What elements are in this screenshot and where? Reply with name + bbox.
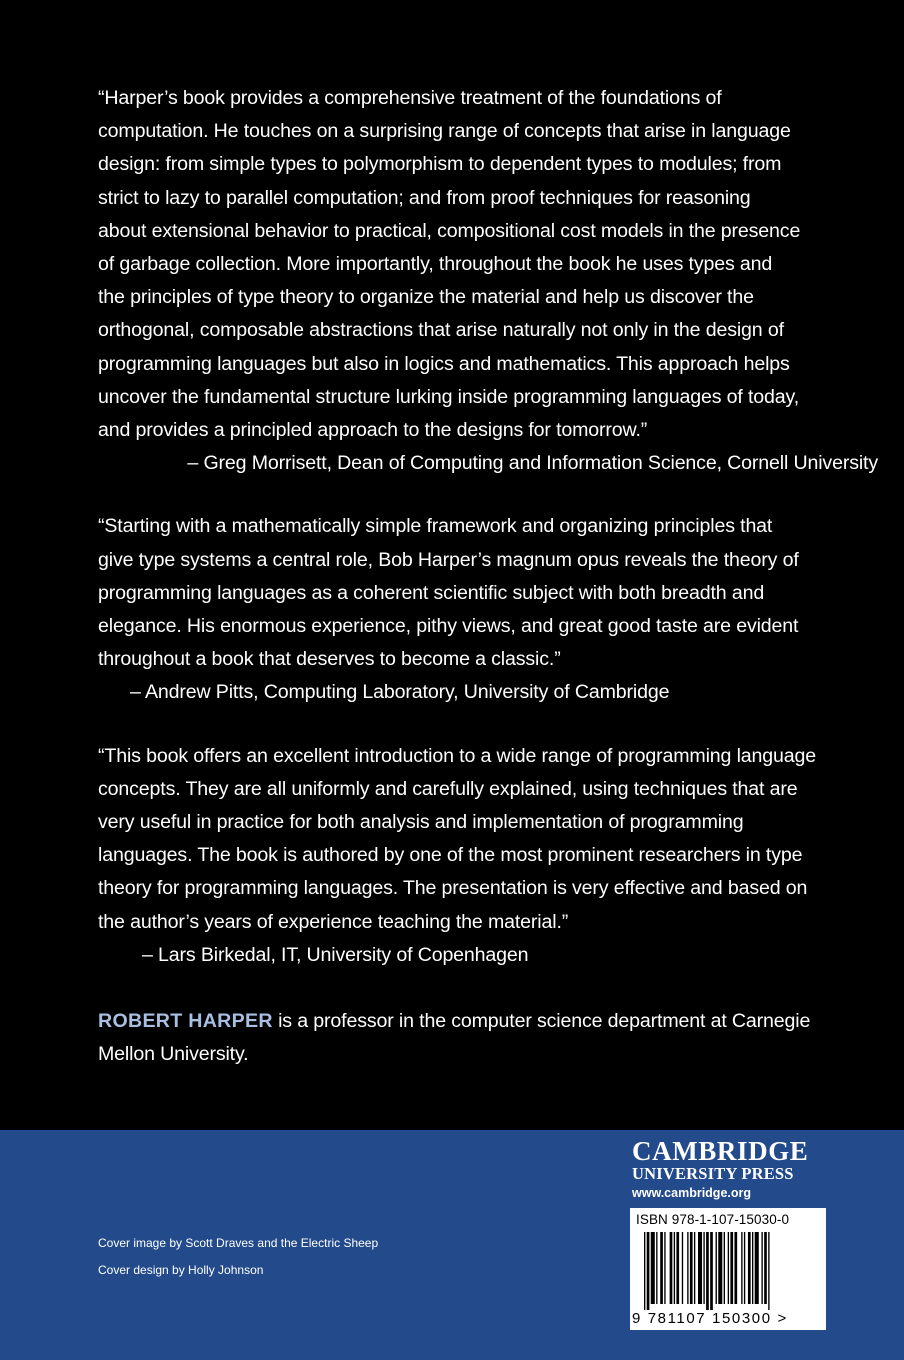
- endorsement-line: uncover the fundamental structure lurking inside programming languages of today,: [98, 385, 800, 408]
- barcode-bar: [748, 1232, 751, 1304]
- endorsement-line: programming languages but also in logics and mathematics. This approach helps: [98, 352, 790, 375]
- endorsement-line: “Starting with a mathematically simple framework and organizing principles that: [98, 515, 773, 538]
- endorsement-line: concepts. They are all uniformly and carefully explained, using techniques that are: [98, 777, 798, 800]
- endorsement-line: strict to lazy to parallel computation; and from proof techniques for reasoning: [98, 186, 751, 209]
- barcode-bar: [674, 1232, 675, 1304]
- author-name: ROBERT HARPER: [98, 1010, 273, 1033]
- barcode-bar: [734, 1232, 737, 1304]
- barcode-digits: 9 781107 150300 >: [632, 1310, 788, 1327]
- barcode-bar: [670, 1232, 673, 1304]
- barcode-bar: [706, 1232, 709, 1310]
- endorsement-line: and provides a principled approach to the designs for tomorrow.”: [98, 419, 648, 442]
- endorsement-line: design: from simple types to polymorphism to dependent types to modules; from: [98, 153, 782, 176]
- barcode-bar: [703, 1232, 704, 1304]
- publisher-subtitle: UNIVERSITY PRESS: [632, 1164, 794, 1183]
- barcode-bar: [741, 1232, 742, 1304]
- endorsement-line: theory for programming languages. The presentation is very effective and based on: [98, 877, 808, 900]
- barcode-bar: [716, 1232, 717, 1304]
- publisher-logo: [632, 1137, 828, 1203]
- publisher-name: CAMBRIDGE: [632, 1136, 809, 1166]
- barcode-bar: [764, 1232, 767, 1304]
- author-bio: [98, 1005, 878, 1071]
- barcode-bar: [730, 1232, 733, 1304]
- barcode-bar: [656, 1232, 657, 1304]
- barcode-bar: [651, 1232, 655, 1304]
- endorsement-line: languages. The book is authored by one of the most prominent researchers in type: [98, 844, 803, 867]
- endorsement-line: orthogonal, composable abstractions that arise naturally not only in the design of: [98, 319, 784, 342]
- barcode-bar: [718, 1232, 722, 1304]
- isbn-label: ISBN 978-1-107-15030-0: [636, 1212, 790, 1227]
- endorsement-attribution: – Lars Birkedal, IT, University of Copenhagen: [142, 943, 529, 966]
- barcode-bar: [728, 1232, 729, 1304]
- endorsement-line: programming languages as a coherent scientific subject with both breadth and: [98, 581, 765, 604]
- endorsement-line: about extensional behavior to practical, compositional cost models in the presence: [98, 219, 801, 242]
- barcode-bar: [647, 1232, 650, 1310]
- isbn-barcode: [630, 1208, 826, 1330]
- endorsement-3: [98, 740, 878, 972]
- barcode-bar: [761, 1232, 762, 1304]
- endorsement-attribution: – Greg Morrisett, Dean of Computing and Information Science, Cornell University: [187, 452, 878, 475]
- author-bio-line: [98, 1005, 878, 1038]
- endorsement-line: the principles of type theory to organize the material and help us discover the: [98, 286, 754, 309]
- endorsement-line: give type systems a central role, Bob Harper’s magnum opus reveals the theory of: [98, 548, 799, 571]
- barcode-bar: [694, 1232, 695, 1304]
- barcode-bars-icon: [644, 1232, 816, 1310]
- barcode-bar: [752, 1232, 753, 1304]
- cover-credits: [98, 1230, 378, 1284]
- barcode-bar: [690, 1232, 693, 1304]
- publisher-url: www.cambridge.org: [632, 1186, 752, 1200]
- endorsements: [98, 82, 878, 1071]
- barcode-bar: [644, 1232, 645, 1310]
- barcode-bar: [710, 1232, 713, 1310]
- endorsement-line: the author’s years of experience teaching the material.”: [98, 910, 569, 933]
- author-bio-line: Mellon University.: [98, 1043, 249, 1066]
- endorsement-1: [98, 82, 878, 480]
- author-bio-text: is a professor in the computer science department at Carnegie: [272, 1010, 811, 1033]
- endorsement-line: elegance. His enormous experience, pithy views, and great good taste are evident: [98, 615, 799, 638]
- barcode-bar: [682, 1232, 683, 1304]
- barcode-bar: [755, 1232, 759, 1304]
- endorsement-line: throughout a book that deserves to become a classic.”: [98, 648, 561, 671]
- endorsement-line: very useful in practice for both analysis and implementation of programming: [98, 811, 744, 834]
- endorsement-line: of garbage collection. More importantly, throughout the book he uses types and: [98, 253, 773, 276]
- barcode-bar: [687, 1232, 688, 1304]
- barcode-bar: [660, 1232, 663, 1304]
- endorsement-line: “Harper’s book provides a comprehensive treatment of the foundations of: [98, 87, 722, 109]
- endorsement-line: “This book offers an excellent introduction to a wide range of programming language: [98, 744, 817, 767]
- barcode-bar: [664, 1232, 665, 1304]
- barcode-bar: [724, 1232, 725, 1304]
- endorsement-2: [98, 510, 878, 709]
- cover-design-credit: Cover design by Holly Johnson: [98, 1263, 264, 1277]
- endorsement-line: computation. He touches on a surprising range of concepts that arise in language: [98, 120, 791, 143]
- barcode-bar: [698, 1232, 702, 1304]
- barcode-bar: [744, 1232, 745, 1304]
- cover-image-credit: Cover image by Scott Draves and the Electric Sheep: [98, 1236, 379, 1250]
- barcode-bar: [768, 1232, 769, 1310]
- barcode-bar: [676, 1232, 679, 1304]
- endorsement-attribution: – Andrew Pitts, Computing Laboratory, University of Cambridge: [130, 681, 670, 704]
